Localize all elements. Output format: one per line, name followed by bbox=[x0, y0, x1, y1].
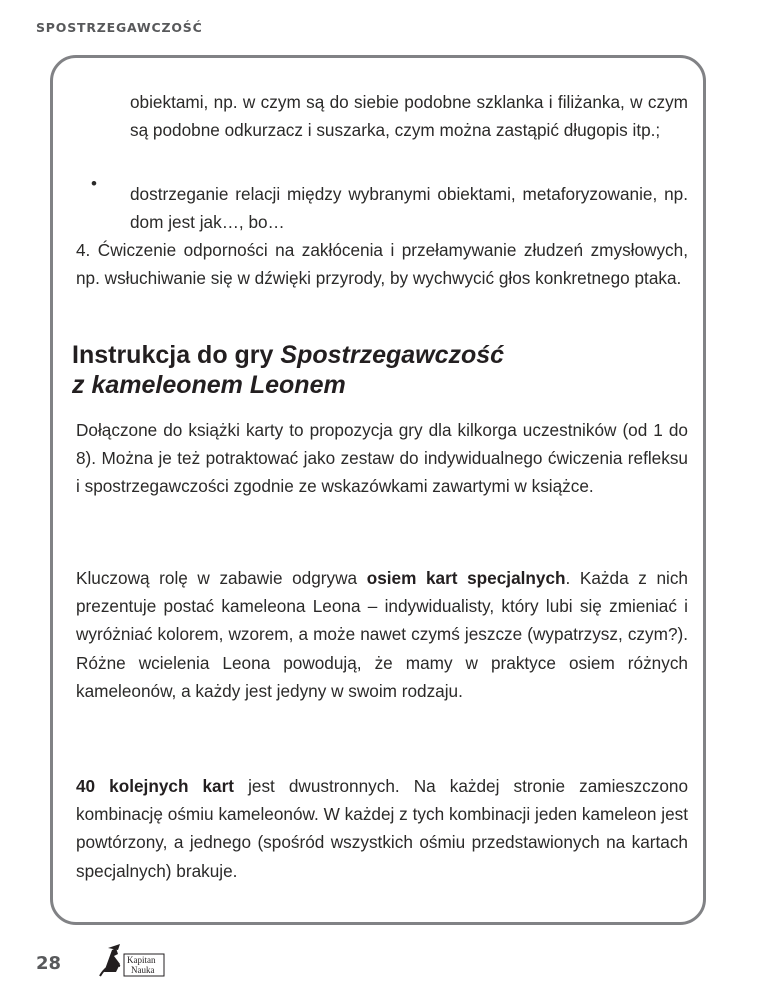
section-heading bbox=[72, 340, 712, 400]
running-header: SPOSTRZEGAWCZOŚĆ bbox=[36, 20, 203, 35]
para2-before: Kluczową rolę w zabawie odgrywa bbox=[76, 568, 367, 588]
list-continuation: obiektami, np. w czym są do siebie podobne szklanka i filiżanka, w czym są podobne odkurzacz i suszarka, czym można zastąpić długopis itp.; bbox=[130, 92, 688, 141]
list-item-relations: dostrzeganie relacji między wybranymi obiektami, metaforyzowanie, np. dom jest jak…, bo… bbox=[130, 184, 688, 233]
logo-text-line1: Kapitan bbox=[127, 955, 156, 965]
paragraph-cards bbox=[76, 772, 688, 885]
paragraph-intro: Dołączone do książki karty to propozycja gry dla kilkorga uczestników (od 1 do 8). Można je też potraktować jako zestaw do indywidualnego ćwiczenia refleksu i spostrzegawczości zgodnie ze wskazówkami zawartymi w książce. bbox=[76, 420, 688, 497]
heading-game-title: Spostrzegawczość bbox=[280, 341, 505, 369]
para2-after: . Każda z nich prezentuje postać kameleona Leona – indywidualisty, który lubi się zmieniać i wyróżniać kolorem, wzorem, a może nawet czymś jeszcze (wypatrzysz, czym?). Różne wcielenia Leona powodują, że mamy w praktyce osiem różnych kameleonów, a każdy jest jedyny w swoim rodzaju. bbox=[76, 568, 688, 701]
bullet-icon: • bbox=[91, 174, 97, 193]
para2-bold: osiem kart specjalnych bbox=[366, 568, 566, 588]
para3-bold: 40 kolejnych kart bbox=[76, 776, 235, 796]
kapitan-nauka-logo bbox=[98, 942, 166, 978]
heading-line2: z kameleonem Leonem bbox=[72, 371, 346, 399]
heading-prefix: Instrukcja do gry bbox=[72, 341, 281, 369]
page-number: 28 bbox=[36, 953, 62, 974]
point-4-text: 4. Ćwiczenie odporności na zakłócenia i przełamywanie złudzeń zmysłowych, np. wsłuchiwanie się w dźwięki przyrody, by wychwycić głos konkretnego ptaka. bbox=[76, 240, 688, 289]
para3-after: jest dwustronnych. Na każdej stronie zamieszczono kombinację ośmiu kameleonów. W każdej z tych kombinacji jeden kameleon jest powtórzony, a jednego (spośród wszystkich ośmiu przedstawionych na kartach specjalnych) brakuje. bbox=[76, 776, 689, 881]
paragraph-special-cards bbox=[76, 564, 688, 705]
logo-text-line2: Nauka bbox=[131, 965, 155, 975]
